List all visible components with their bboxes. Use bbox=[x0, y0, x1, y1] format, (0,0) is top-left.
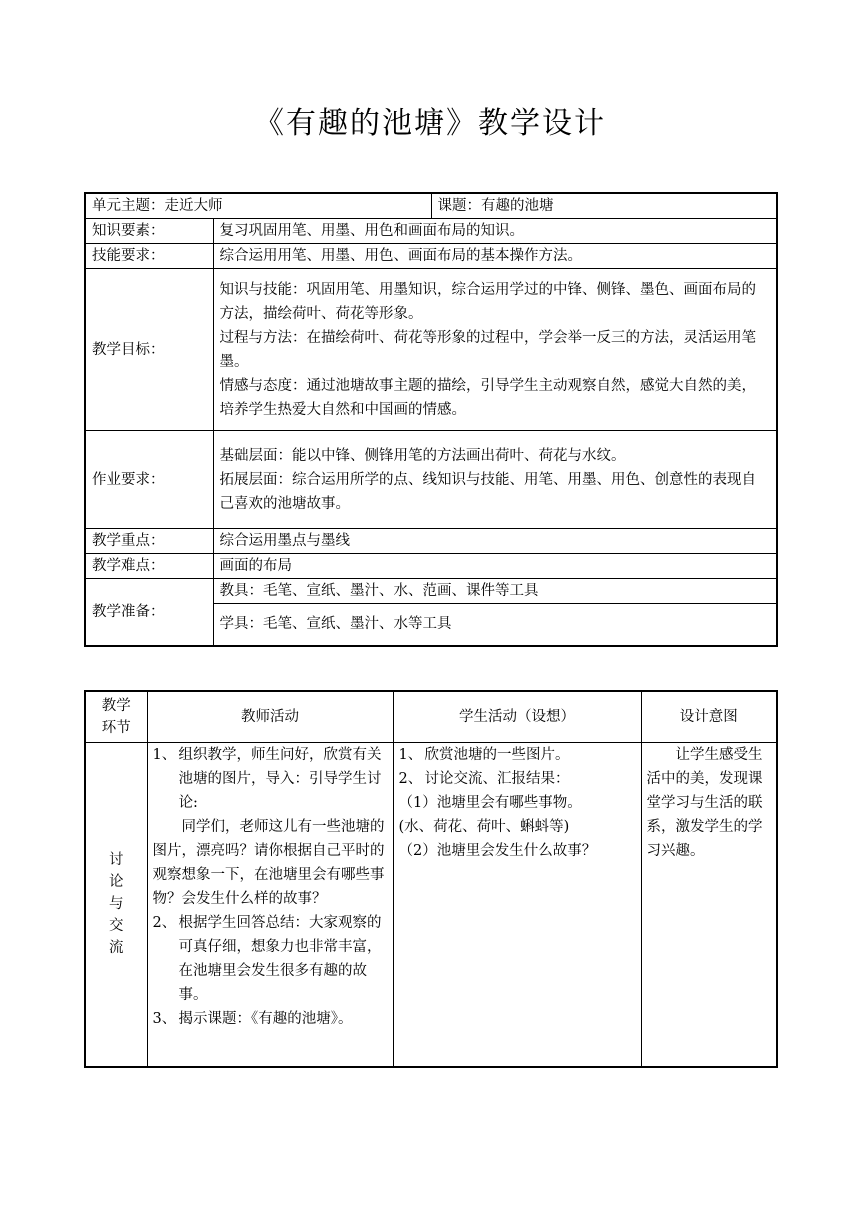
homework-label: 作业要求： bbox=[85, 431, 213, 529]
student-cell bbox=[393, 743, 641, 1067]
header-stage-text: 教学环节 bbox=[101, 698, 131, 736]
goal-row bbox=[85, 269, 777, 431]
activity-row bbox=[85, 743, 777, 1067]
student-item-2 bbox=[399, 767, 636, 791]
goal-process: 过程与方法：在描绘荷叶、荷花等形象的过程中，学会举一反三的方法，灵活运用笔墨。 bbox=[219, 329, 756, 370]
teacher-item-2 bbox=[153, 911, 388, 1007]
stage-text: 讨论与交流 bbox=[109, 852, 124, 957]
goal-value bbox=[213, 269, 777, 431]
unit-theme: 单元主题：走近大师 bbox=[85, 193, 431, 219]
goal-label: 教学目标： bbox=[85, 269, 213, 431]
intent-text: 让学生感受生活中的美，发现课堂学习与生活的联系，激发学生的学习兴趣。 bbox=[646, 747, 763, 859]
student-item-2-text: 讨论交流、汇报结果： bbox=[424, 771, 570, 787]
teacher-item-1 bbox=[153, 743, 388, 815]
difficulty-value: 画面的布局 bbox=[213, 554, 777, 579]
prep-student: 学具：毛笔、宣纸、墨汁、水等工具 bbox=[213, 604, 777, 646]
homework-extended: 拓展层面：综合运用所学的点、线知识与技能、用笔、用墨、用色、创意性的表现自己喜欢的池塘故事。 bbox=[219, 471, 756, 512]
homework-basic: 基础层面：能以中锋、侧锋用笔的方法画出荷叶、荷花与水纹。 bbox=[219, 447, 626, 464]
student-item-1-num: 1、 bbox=[398, 747, 423, 763]
teacher-cell bbox=[147, 743, 393, 1067]
activity-table bbox=[84, 690, 778, 1068]
knowledge-label: 知识要素： bbox=[85, 219, 213, 244]
teacher-item-3-text: 揭示课题：《有趣的池塘》。 bbox=[178, 1011, 353, 1027]
student-item-1-text: 欣赏池塘的一些图片。 bbox=[424, 747, 570, 763]
intent-cell bbox=[641, 743, 777, 1067]
teacher-item-3 bbox=[153, 1007, 388, 1031]
homework-value bbox=[213, 431, 777, 529]
teacher-item-1-num: 1、 bbox=[152, 747, 177, 763]
student-sub-2: （2）池塘里会发生什么故事？ bbox=[398, 843, 597, 859]
skill-value: 综合运用用笔、用墨、用色、画面布局的基本操作方法。 bbox=[213, 244, 777, 269]
header-intent: 设计意图 bbox=[641, 691, 777, 743]
page-title: 《有趣的池塘》教学设计 bbox=[254, 106, 606, 141]
student-sub-1b: (水、荷花、荷叶、蝌蚪等) bbox=[398, 819, 570, 835]
homework-row bbox=[85, 431, 777, 529]
student-item-1 bbox=[399, 743, 636, 767]
teacher-prompt: 同学们，老师这儿有一些池塘的图片，漂亮吗？请你根据自己平时的观察想象一下，在池塘里会有哪些事物？会发生什么样的故事？ bbox=[152, 819, 385, 907]
student-item-2-num: 2、 bbox=[398, 771, 423, 787]
stage-cell bbox=[85, 743, 147, 1067]
key-value: 综合运用墨点与墨线 bbox=[213, 529, 777, 554]
difficulty-label: 教学难点： bbox=[85, 554, 213, 579]
prep-row-teacher bbox=[85, 579, 777, 604]
teacher-item-1-text: 组织教学，师生问好，欣赏有关池塘的图片，导入：引导学生讨论: bbox=[178, 747, 382, 811]
header-student: 学生活动（设想） bbox=[393, 691, 641, 743]
teacher-item-2-num: 2、 bbox=[152, 915, 177, 931]
teacher-item-3-num: 3、 bbox=[152, 1011, 177, 1027]
goal-emotion: 情感与态度：通过池塘故事主题的描绘，引导学生主动观察自然，感觉大自然的美，培养学生热爱大自然和中国画的情感。 bbox=[219, 377, 756, 418]
header-teacher: 教师活动 bbox=[147, 691, 393, 743]
skill-label: 技能要求： bbox=[85, 244, 213, 269]
prep-label: 教学准备： bbox=[85, 579, 213, 646]
prep-teacher: 教具：毛笔、宣纸、墨汁、水、范画、课件等工具 bbox=[213, 579, 777, 604]
activity-header-row bbox=[85, 691, 777, 743]
key-label: 教学重点： bbox=[85, 529, 213, 554]
knowledge-value: 复习巩固用笔、用墨、用色和画面布局的知识。 bbox=[213, 219, 777, 244]
lesson-topic: 课题：有趣的池塘 bbox=[431, 193, 777, 219]
student-sub-1: （1）池塘里会有哪些事物。 bbox=[398, 795, 582, 811]
lesson-info-table bbox=[84, 192, 778, 647]
unit-row bbox=[85, 193, 777, 219]
teacher-item-2-text: 根据学生回答总结：大家观察的可真仔细，想象力也非常丰富，在池塘里会发生很多有趣的故事。 bbox=[178, 915, 382, 1003]
header-stage bbox=[85, 691, 147, 743]
skill-row bbox=[85, 244, 777, 269]
goal-knowledge: 知识与技能：巩固用笔、用墨知识，综合运用学过的中锋、侧锋、墨色、画面布局的方法，描绘荷叶、荷花等形象。 bbox=[219, 281, 756, 322]
difficulty-row bbox=[85, 554, 777, 579]
key-row bbox=[85, 529, 777, 554]
knowledge-row bbox=[85, 219, 777, 244]
